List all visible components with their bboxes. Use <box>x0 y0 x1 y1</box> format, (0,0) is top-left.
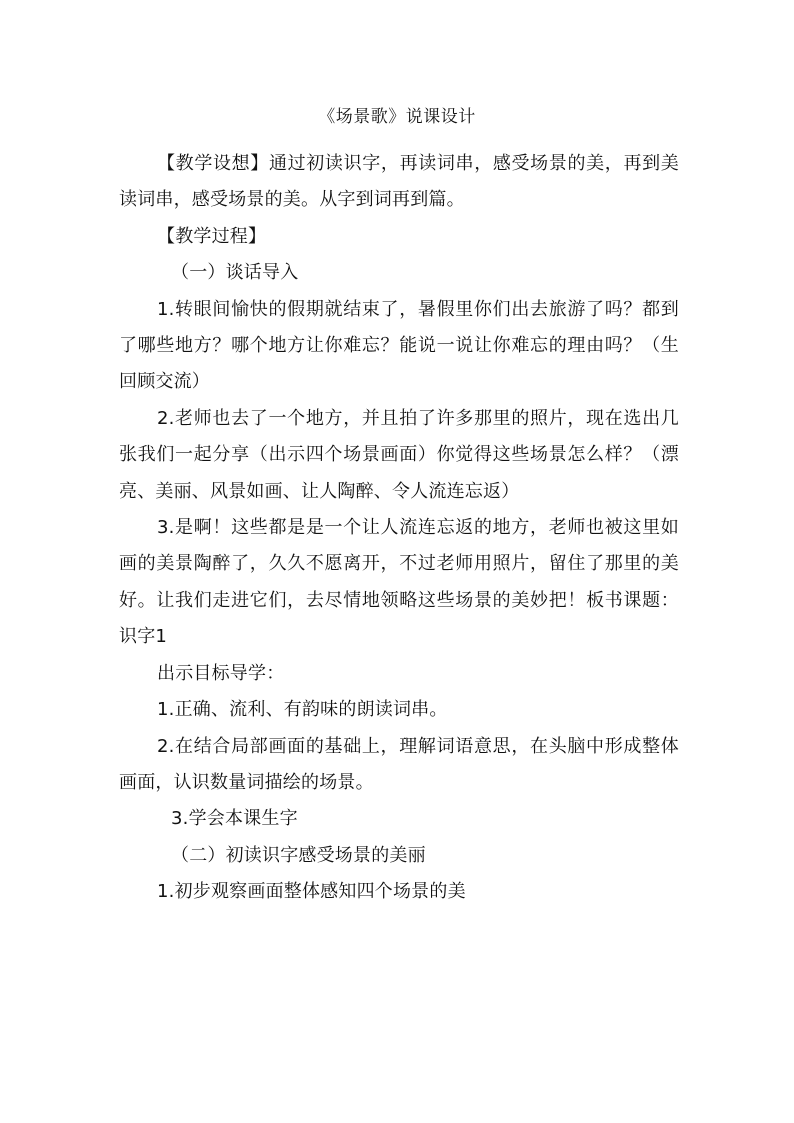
paragraph-step-2: 2.老师也去了一个地方，并且拍了许多那里的照片，现在选出几张我们一起分享（出示四个场景画面）你觉得这些场景怎么样？（漂亮、美丽、风景如画、让人陶醉、令人流连忘返） <box>119 407 679 502</box>
paragraph-goals-heading: 出示目标导学： <box>157 662 285 684</box>
paragraph-goal-2: 2.在结合局部画面的基础上，理解词语意思，在头脑中形成整体画面，认识数量词描绘的场景。 <box>119 735 679 793</box>
document-body <box>119 146 679 911</box>
paragraph-goal-1: 1.正确、流利、有韵味的朗读词串。 <box>157 699 448 721</box>
paragraph-teaching-idea: 【教学设想】通过初读识字，再读词串，感受场景的美，再到美读词串，感受场景的美。从字到词再到篇。 <box>119 153 679 211</box>
paragraph-section-two-step-1: 1.初步观察画面整体感知四个场景的美 <box>157 881 466 903</box>
paragraph-step-3: 3.是啊！这些都是是一个让人流连忘返的地方，老师也被这里如画的美景陶醉了，久久不愿离开，不过老师用照片，留住了那里的美好。让我们走进它们，去尽情地领略这些场景的美妙把！板书课题：识字1 <box>119 517 679 648</box>
paragraph-section-one-heading: （一）谈话导入 <box>171 262 299 284</box>
paragraph-section-two-heading: （二）初读识字感受场景的美丽 <box>171 844 426 866</box>
document-title: 《场景歌》说课设计 <box>318 107 476 127</box>
paragraph-step-1: 1.转眼间愉快的假期就结束了，暑假里你们出去旅游了吗？都到了哪些地方？哪个地方让你难忘？能说一说让你难忘的理由吗？（生回顾交流） <box>119 298 679 393</box>
paragraph-teaching-process-heading: 【教学过程】 <box>157 225 267 247</box>
paragraph-goal-3: 3.学会本课生字 <box>171 808 298 830</box>
